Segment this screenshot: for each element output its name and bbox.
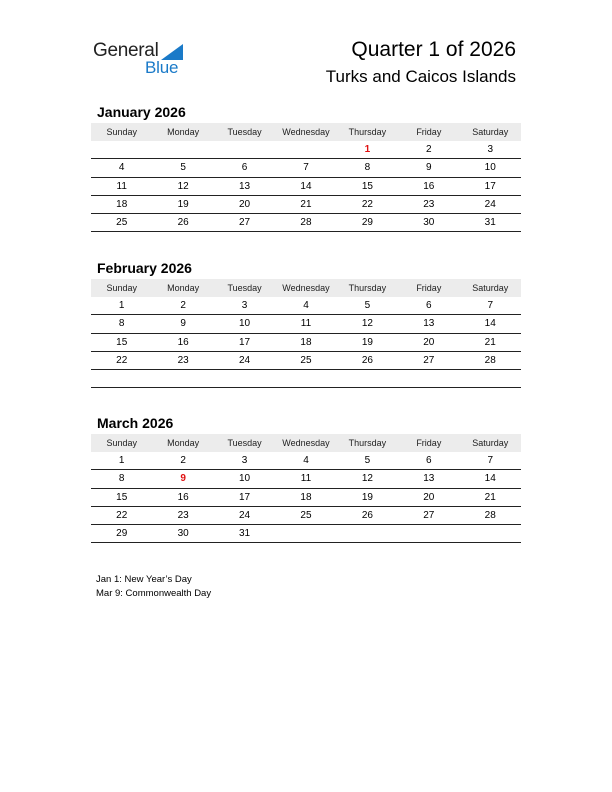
weekday-label: Wednesday — [282, 127, 330, 137]
day-cell: 9 — [180, 473, 186, 485]
holiday-notes — [96, 573, 211, 601]
day-cell: 17 — [238, 336, 251, 348]
month-title: January 2026 — [97, 104, 186, 120]
week-row — [91, 159, 521, 177]
week-row — [91, 470, 521, 488]
day-cell — [91, 141, 152, 158]
day-cell: 2 — [180, 455, 186, 466]
weekday-label: Sunday — [106, 283, 137, 293]
holiday-note: Mar 9: Commonwealth Day — [96, 588, 212, 599]
day-cell: 10 — [484, 162, 496, 174]
day-cell: 5 — [364, 455, 371, 466]
week-row — [91, 178, 521, 196]
week-row — [91, 214, 521, 232]
day-cell: 2 — [426, 144, 432, 155]
day-cell: 28 — [484, 354, 496, 366]
month-grid — [91, 452, 521, 543]
day-cell: 17 — [484, 180, 496, 192]
day-cell: 23 — [177, 354, 189, 366]
day-cell: 8 — [118, 473, 125, 485]
weekday-label: Thursday — [348, 438, 387, 448]
day-cell: 24 — [238, 509, 251, 521]
day-cell — [152, 370, 213, 387]
logo-text-blue: Blue — [145, 58, 179, 77]
weekday-label: Friday — [416, 283, 442, 293]
day-cell: 15 — [116, 491, 128, 503]
day-cell: 21 — [300, 198, 312, 210]
day-cell: 10 — [238, 318, 251, 330]
weekday-label: Sunday — [106, 438, 137, 448]
logo-text-general: General — [93, 40, 159, 61]
day-cell: 1 — [364, 144, 371, 155]
day-cell — [91, 370, 152, 387]
week-row — [91, 452, 521, 470]
weekday-label: Wednesday — [282, 438, 330, 448]
day-cell: 20 — [423, 491, 435, 503]
day-cell: 25 — [300, 354, 312, 366]
day-cell: 11 — [300, 318, 312, 330]
day-cell: 19 — [177, 198, 189, 210]
day-cell: 24 — [238, 354, 251, 366]
week-row — [91, 141, 521, 159]
weekday-label: Monday — [167, 283, 200, 293]
day-cell: 1 — [118, 455, 125, 466]
weekday-header — [91, 123, 521, 141]
weekday-label: Saturday — [472, 283, 509, 293]
day-cell — [398, 370, 459, 387]
weekday-label: Tuesday — [227, 438, 262, 448]
day-cell: 23 — [423, 198, 435, 210]
week-row — [91, 334, 521, 352]
weekday-label: Tuesday — [227, 127, 262, 137]
weekday-label: Thursday — [348, 127, 387, 137]
day-cell: 27 — [423, 509, 435, 521]
day-cell: 8 — [364, 162, 371, 174]
day-cell: 18 — [300, 491, 312, 503]
day-cell: 14 — [484, 473, 496, 485]
day-cell: 22 — [361, 198, 373, 210]
day-cell: 9 — [426, 162, 432, 174]
weekday-header — [91, 434, 521, 452]
weekday-label: Saturday — [472, 438, 509, 448]
weekday-label: Tuesday — [227, 283, 262, 293]
day-cell — [398, 525, 459, 542]
day-cell: 6 — [426, 455, 432, 466]
page-subtitle: Turks and Caicos Islands — [325, 67, 516, 86]
day-cell: 21 — [484, 491, 496, 503]
weekday-label: Friday — [416, 127, 442, 137]
day-cell: 19 — [361, 491, 373, 503]
day-cell — [214, 370, 275, 387]
calendar-march — [91, 413, 521, 543]
day-cell: 4 — [303, 300, 309, 311]
day-cell: 6 — [241, 162, 248, 174]
week-row — [91, 507, 521, 525]
month-title: February 2026 — [97, 260, 192, 276]
day-cell: 16 — [177, 336, 189, 348]
day-cell: 12 — [361, 473, 373, 485]
day-cell: 12 — [177, 180, 189, 192]
day-cell: 31 — [484, 217, 496, 229]
day-cell: 16 — [423, 180, 435, 192]
day-cell: 10 — [238, 473, 251, 485]
day-cell: 24 — [484, 198, 496, 210]
month-grid — [91, 141, 521, 232]
page-title: Quarter 1 of 2026 — [351, 38, 516, 61]
day-cell: 22 — [116, 509, 128, 521]
day-cell: 21 — [484, 336, 496, 348]
day-cell: 20 — [423, 336, 435, 348]
day-cell: 9 — [180, 318, 186, 330]
day-cell: 7 — [487, 455, 494, 466]
day-cell: 18 — [300, 336, 312, 348]
generalblue-logo — [93, 40, 193, 80]
calendar-january — [91, 102, 521, 232]
day-cell — [337, 525, 398, 542]
month-title: March 2026 — [97, 415, 174, 431]
day-cell: 30 — [177, 528, 189, 540]
week-row — [91, 489, 521, 507]
day-cell: 29 — [361, 217, 373, 229]
day-cell: 30 — [423, 217, 435, 229]
day-cell: 8 — [118, 318, 125, 330]
week-row — [91, 297, 521, 315]
weekday-label: Saturday — [472, 127, 509, 137]
day-cell: 7 — [303, 162, 309, 174]
day-cell: 5 — [364, 300, 371, 311]
month-grid — [91, 297, 521, 388]
day-cell: 15 — [361, 180, 373, 192]
weekday-label: Thursday — [348, 283, 387, 293]
weekday-label: Sunday — [106, 127, 137, 137]
weekday-label: Monday — [167, 127, 200, 137]
day-cell: 19 — [361, 336, 373, 348]
week-row — [91, 315, 521, 333]
day-cell: 4 — [118, 162, 125, 174]
week-row — [91, 370, 521, 388]
day-cell — [460, 370, 521, 387]
weekday-label: Wednesday — [282, 283, 330, 293]
day-cell: 1 — [118, 300, 125, 311]
day-cell: 11 — [300, 473, 312, 485]
day-cell: 20 — [238, 198, 251, 210]
day-cell: 25 — [116, 217, 128, 229]
day-cell — [460, 525, 521, 542]
day-cell: 4 — [303, 455, 309, 466]
day-cell: 13 — [423, 473, 435, 485]
day-cell — [275, 141, 336, 158]
day-cell: 22 — [116, 354, 128, 366]
day-cell: 28 — [484, 509, 496, 521]
week-row — [91, 196, 521, 214]
day-cell: 25 — [300, 509, 312, 521]
day-cell: 2 — [180, 300, 186, 311]
holiday-note: Jan 1: New Year’s Day — [96, 574, 192, 585]
day-cell — [337, 370, 398, 387]
day-cell: 26 — [361, 354, 373, 366]
day-cell: 15 — [116, 336, 128, 348]
day-cell: 14 — [300, 180, 312, 192]
day-cell: 6 — [426, 300, 432, 311]
day-cell: 17 — [238, 491, 251, 503]
day-cell: 26 — [177, 217, 189, 229]
weekday-header — [91, 279, 521, 297]
day-cell: 3 — [241, 300, 248, 311]
day-cell: 7 — [487, 300, 494, 311]
day-cell: 3 — [487, 144, 494, 155]
weekday-label: Friday — [416, 438, 442, 448]
day-cell: 13 — [423, 318, 435, 330]
calendar-february — [91, 258, 521, 388]
day-cell — [214, 141, 275, 158]
day-cell — [152, 141, 213, 158]
day-cell — [275, 525, 336, 542]
day-cell: 12 — [361, 318, 373, 330]
day-cell: 3 — [241, 455, 248, 466]
day-cell: 27 — [423, 354, 435, 366]
day-cell: 14 — [484, 318, 496, 330]
day-cell: 18 — [116, 198, 128, 210]
day-cell: 27 — [238, 217, 251, 229]
day-cell: 31 — [238, 528, 251, 540]
day-cell: 28 — [300, 217, 312, 229]
day-cell: 23 — [177, 509, 189, 521]
day-cell: 29 — [116, 528, 128, 540]
day-cell: 13 — [238, 180, 251, 192]
day-cell: 16 — [177, 491, 189, 503]
day-cell: 5 — [180, 162, 186, 174]
weekday-label: Monday — [167, 438, 200, 448]
day-cell: 26 — [361, 509, 373, 521]
day-cell: 11 — [116, 180, 127, 192]
week-row — [91, 525, 521, 543]
day-cell — [275, 370, 336, 387]
week-row — [91, 352, 521, 370]
